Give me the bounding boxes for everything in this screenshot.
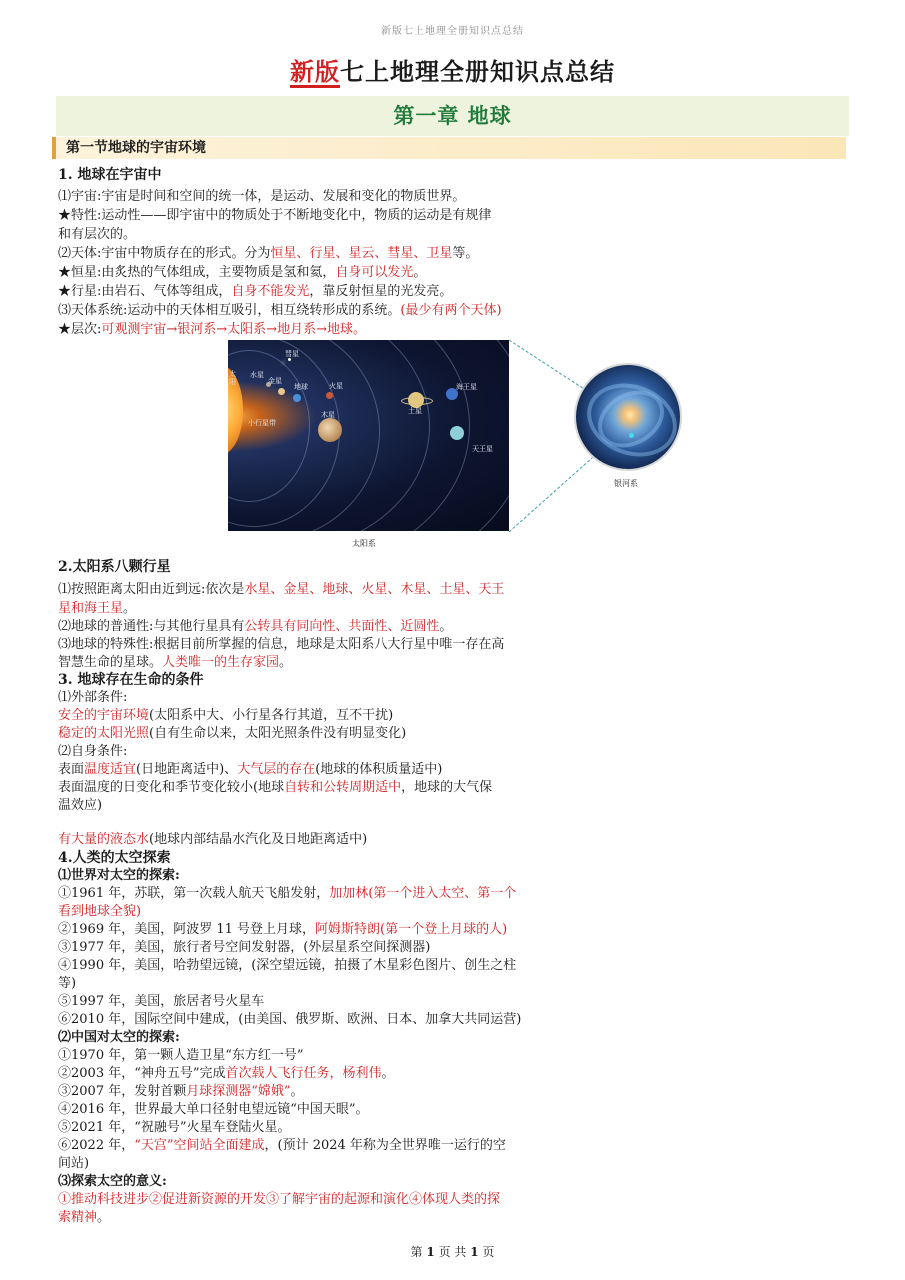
label-asteroid-belt: 小行星带 (248, 419, 276, 427)
text-line: ③2007 年，发射首颗月球探测器“嫦娥”。 (58, 1084, 304, 1099)
uranus-icon (450, 426, 464, 440)
highlight: 大气层的存在 (237, 762, 316, 777)
text-line: 智慧生命的星球。人类唯一的生存家园。 (58, 655, 293, 670)
text-line: ⑤1997 年，美国，旅居者号火星车 (58, 994, 265, 1009)
text-line: 表面温度的日变化和季节变化较小(地球自转和公转周期适中，地球的大气保 (58, 780, 493, 795)
label-venus: 金星 (268, 377, 282, 385)
label-uranus: 天王星 (472, 445, 493, 453)
subheading-world: ⑴世界对太空的探索: (58, 868, 180, 883)
subheading-significance: ⑶探索太空的意义: (58, 1174, 167, 1189)
chapter-banner: 第一章 地球 (56, 96, 849, 136)
text-line: 星和海王星。 (58, 601, 137, 616)
text-line: ④1990 年，美国，哈勃望远镜，(深空望远镜，拍摄了木星彩色图片、创生之柱 (58, 958, 517, 973)
text-line: ③1977 年，美国，旅行者号空间发射器，(外层星系空间探测器) (58, 940, 431, 955)
text-line: 间站) (58, 1156, 90, 1171)
title-rest: 七上地理全册知识点总结 (340, 57, 615, 86)
text-line: 安全的宇宙环境(太阳系中大、小行星各行其道，互不干扰) (58, 708, 394, 723)
caption-solar-system: 太阳系 (352, 539, 376, 548)
running-header: 新版七上地理全册知识点总结 (381, 26, 524, 37)
text-line: 等) (58, 976, 77, 991)
highlight: 有大量的液态水 (58, 832, 150, 847)
text-line: ①1961 年，苏联，第一次载人航天飞船发射，加加林(第一个进入太空、第一个 (58, 886, 517, 901)
text-line: ⑵天体:宇宙中物质存在的形式。分为恒星、行星、星云、彗星、卫星等。 (58, 246, 479, 261)
earth-icon (293, 394, 301, 402)
label-earth: 地球 (294, 383, 308, 391)
highlight: 可观测宇宙→银河系→太阳系→地月系→地球。 (101, 322, 366, 337)
label-neptune: 海王星 (456, 383, 477, 391)
highlight: ①推动科技进步②促进新资源的开发③了解宇宙的起源和演化④体现人类的探 (58, 1192, 501, 1207)
highlight: 月球探测器“嫦娥” (186, 1084, 291, 1099)
page-footer: 第 1 页 共 1 页 (410, 1245, 495, 1259)
label-saturn: 土星 (408, 407, 422, 415)
text-line: ⑥2022 年，“天宫”空间站全面建成，(预计 2024 年称为全世界唯一运行的空 (58, 1138, 506, 1153)
text-line: ★层次:可观测宇宙→银河系→太阳系→地月系→地球。 (58, 322, 366, 337)
text-line (58, 903, 141, 921)
text-line: ★特性:运动性——即宇宙中的物质处于不断地变化中，物质的运动是有规律 (58, 208, 492, 223)
text-line: ⑵地球的普通性:与其他行星具有公转具有同向性、共面性、近圆性。 (58, 619, 453, 634)
title-highlight: 新版 (290, 57, 340, 86)
subheading-china: ⑵中国对太空的探索: (58, 1030, 180, 1045)
highlight: 自身可以发光 (335, 265, 414, 280)
highlight: 公转具有同向性、共面性、近圆性 (244, 619, 440, 634)
text-line: ⑴宇宙:宇宙是时间和空间的统一体，是运动、发展和变化的物质世界。 (58, 189, 466, 204)
highlight: 索精神 (58, 1210, 98, 1225)
solar-system-image (228, 340, 509, 531)
text-line: ④2016 年，世界最大单口径射电望远镜“中国天眼”。 (58, 1102, 369, 1117)
highlight: 加加林(第一个进入太空、第一个 (329, 886, 517, 901)
text-line: ①1970 年，第一颗人造卫星“东方红一号” (58, 1048, 304, 1063)
highlight: 人类唯一的生存家园 (162, 655, 280, 670)
highlight: 星和海王星 (58, 601, 124, 616)
text-line: ⑥2010 年，国际空间中建成，(由美国、俄罗斯、欧洲、日本、加拿大共同运营) (58, 1012, 522, 1027)
text-line: 索精神。 (58, 1210, 111, 1225)
jupiter-icon (318, 418, 342, 442)
text-line: ⑴按照距离太阳由近到远:依次是水星、金星、地球、火星、木星、土星、天王 (58, 582, 505, 597)
text-line: ②2003 年，“神舟五号”完成首次载人飞行任务，杨利伟。 (58, 1066, 395, 1081)
highlight: 自身不能发光 (231, 284, 310, 299)
text-line: ⑵自身条件: (58, 744, 128, 759)
highlight: 看到地球全貌) (58, 904, 142, 919)
text-line: ⑤2021 年，“祝融号”火星车登陆火星。 (58, 1120, 291, 1135)
label-mars: 火星 (329, 382, 343, 390)
heading-space-exploration: 4.人类的太空探索 (58, 850, 171, 866)
label-jupiter: 木星 (321, 411, 335, 419)
text-line: ⑶天体系统:运动中的天体相互吸引，相互绕转形成的系统。(最少有两个天体) (58, 303, 502, 318)
mars-icon (326, 392, 333, 399)
text-line (58, 1191, 500, 1209)
text-line: 温效应) (58, 798, 103, 813)
highlight: 水星、金星、地球、火星、木星、土星、天王 (244, 582, 505, 597)
text-line: 和有层次的。 (58, 227, 137, 242)
caption-milky-way: 银河系 (614, 479, 638, 488)
label-comet: 彗星 (285, 350, 299, 358)
label-sun: 太阳 (229, 370, 236, 386)
label-mercury: 水星 (250, 371, 264, 379)
highlight: 稳定的太阳光照 (58, 726, 150, 741)
page-title (0, 52, 905, 87)
text-line: ⑴外部条件: (58, 690, 128, 705)
text-line: 有大量的液态水(地球内部结晶水汽化及日地距离适中) (58, 832, 368, 847)
highlight: 自转和公转周期适中 (284, 780, 402, 795)
page-total: 1 (470, 1245, 479, 1259)
text-line: ⑶地球的特殊性:根据目前所掌握的信息，地球是太阳系八大行星中唯一存在高 (58, 637, 505, 652)
heading-earth-in-universe: 1. 地球在宇宙中 (58, 167, 162, 183)
text-line: 表面温度适宜(日地距离适中)、大气层的存在(地球的体积质量适中) (58, 762, 443, 777)
heading-life-conditions: 3. 地球存在生命的条件 (58, 672, 204, 688)
highlight: 温度适宜 (84, 762, 137, 777)
heading-eight-planets: 2.太阳系八颗行星 (58, 559, 171, 575)
page-number: 1 (426, 1245, 435, 1259)
text-line: ★恒星:由炙热的气体组成，主要物质是氢和氦，自身可以发光。 (58, 265, 427, 280)
highlight: “天宫”空间站全面建成 (134, 1138, 265, 1153)
highlight: 阿姆斯特朗(第一个登上月球的人) (315, 922, 508, 937)
venus-icon (278, 388, 285, 395)
saturn-ring-icon (401, 397, 433, 405)
milky-way-image (576, 365, 680, 469)
highlight: 恒星、行星、星云、彗星、卫星 (270, 246, 453, 261)
text-line: ②1969 年，美国，阿波罗 11 号登上月球，阿姆斯特朗(第一个登上月球的人) (58, 922, 508, 937)
text-line: ★行星:由岩石、气体等组成，自身不能发光，靠反射恒星的光发亮。 (58, 284, 453, 299)
sun-location-marker (629, 433, 634, 438)
text-line: 稳定的太阳光照(自有生命以来，太阳光照条件没有明显变化) (58, 726, 407, 741)
highlight: 首次载人飞行任务，杨利伟 (225, 1066, 382, 1081)
highlight: (最少有两个天体) (400, 303, 502, 318)
highlight: 安全的宇宙环境 (58, 708, 150, 723)
section-heading: 第一节地球的宇宙环境 (52, 137, 846, 159)
